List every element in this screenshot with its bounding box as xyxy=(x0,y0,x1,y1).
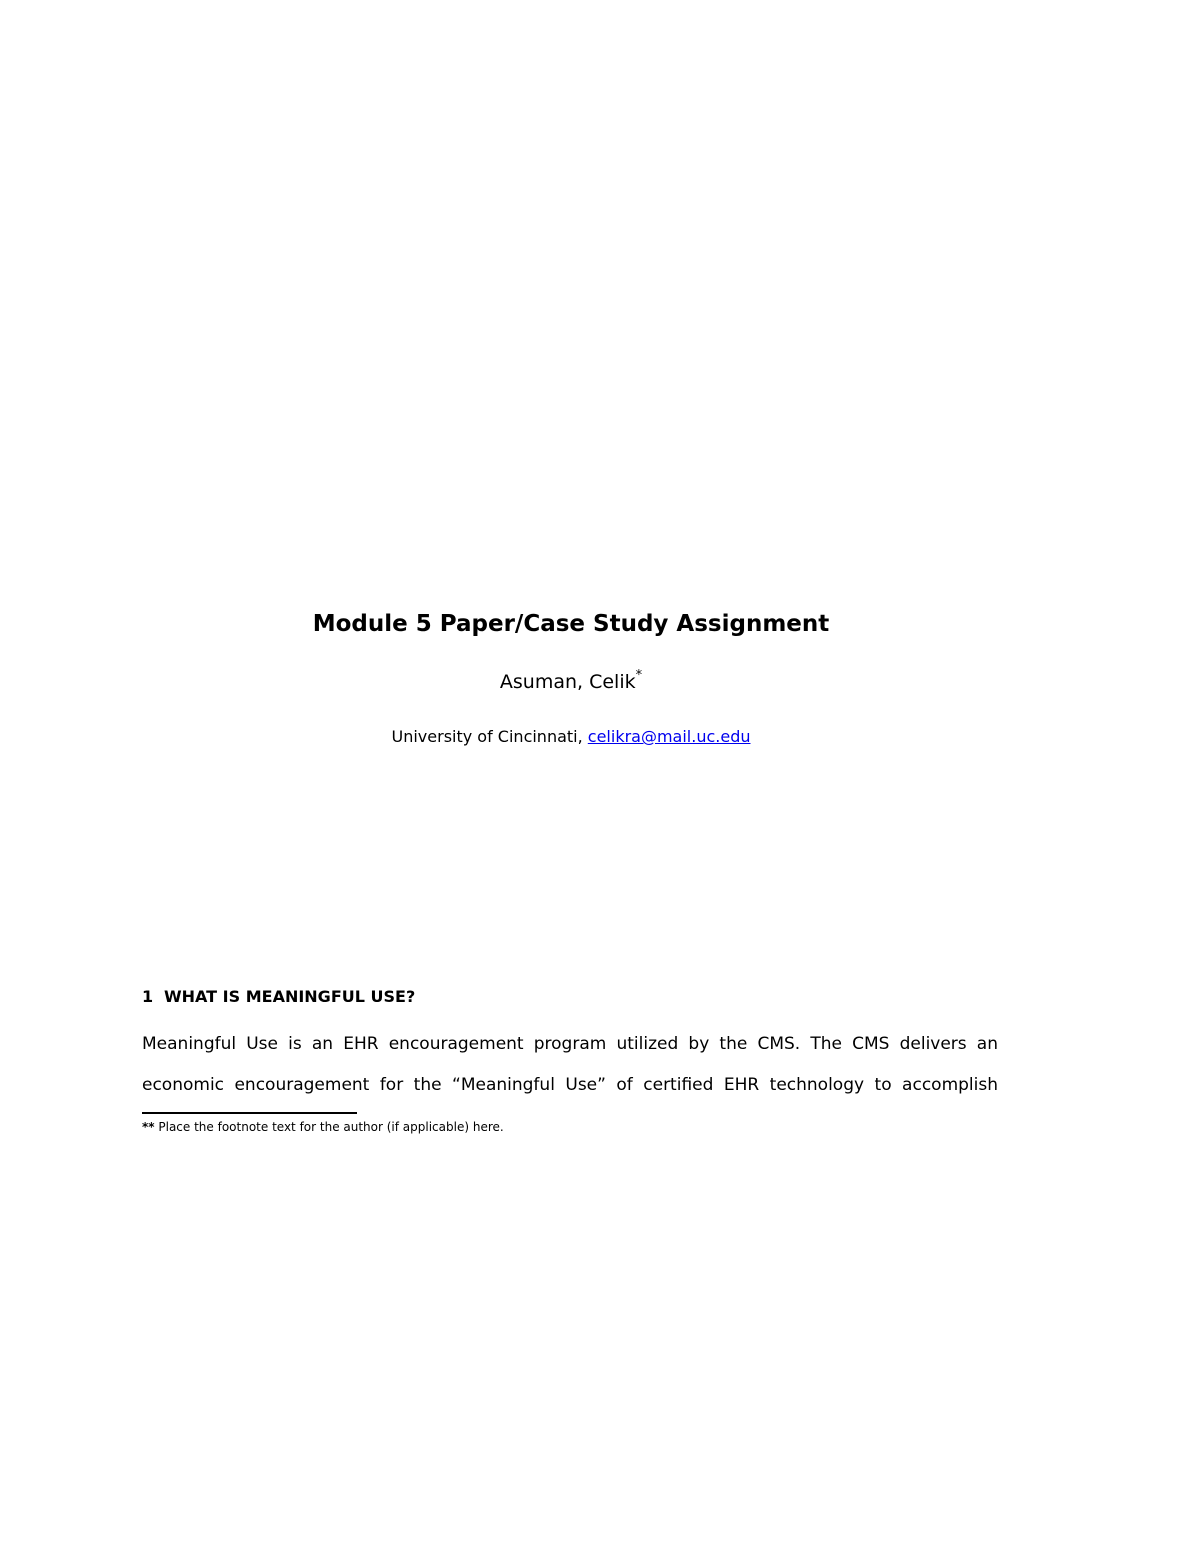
footnote-mark: ** xyxy=(142,1120,155,1134)
institution-name: University of Cincinnati, xyxy=(391,727,588,746)
footnote xyxy=(142,1119,504,1135)
affiliation-line xyxy=(0,726,1142,748)
author-footnote-mark: * xyxy=(635,667,643,683)
footnote-text: Place the footnote text for the author (if applicable) here. xyxy=(154,1120,504,1134)
author-line xyxy=(0,669,1142,695)
body-text-line: Meaningful Use is an EHR encouragement program utilized by the CMS. The CMS delivers an xyxy=(142,1034,998,1054)
section-number: 1 xyxy=(142,987,154,1006)
paper-title: Module 5 Paper/Case Study Assignment xyxy=(312,611,830,637)
author-name: Asuman, Celik xyxy=(499,671,636,693)
footnote-divider xyxy=(142,1112,357,1114)
section-title: WHAT IS MEANINGFUL USE? xyxy=(164,987,416,1006)
section-heading xyxy=(142,986,415,1008)
author-email-link[interactable]: celikra@mail.uc.edu xyxy=(587,727,751,746)
body-text-line: economic encouragement for the “Meaningful Use” of certified EHR technology to accomplish xyxy=(142,1075,998,1095)
